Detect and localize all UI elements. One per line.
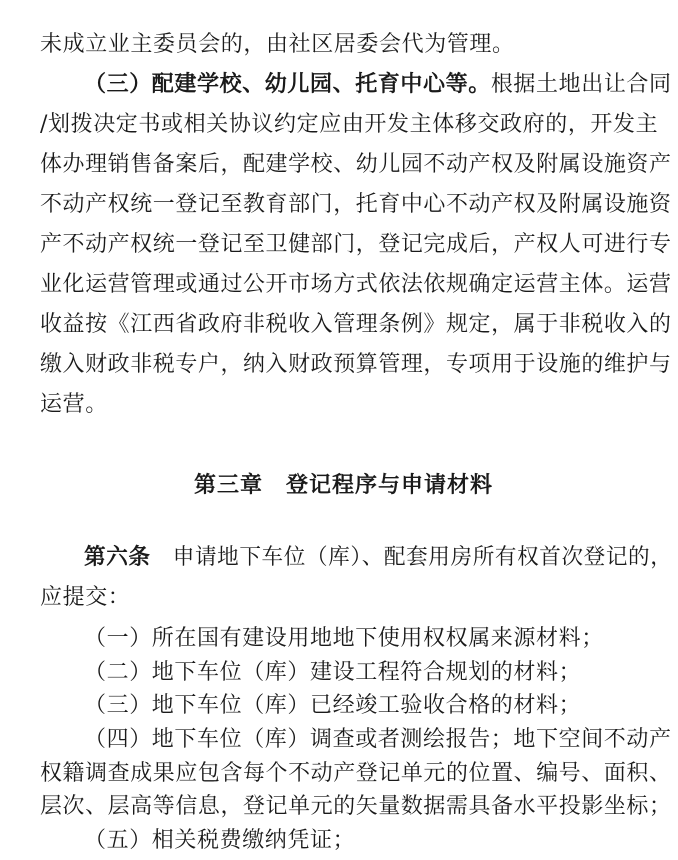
list-item-continuation: 层次、层高等信息，登记单元的矢量数据需具备水平投影坐标； xyxy=(40,794,672,819)
text-line: 未成立业主委员会的，由社区居委会代为管理。 xyxy=(40,32,515,57)
chapter-title: 第三章 登记程序与申请材料 xyxy=(194,473,494,498)
article-label: 第六条 xyxy=(84,545,151,570)
text-line xyxy=(84,545,672,571)
text-line xyxy=(84,72,672,98)
text-line: 收益按《江西省政府非税收入管理条例》规定，属于非税收入的 xyxy=(40,312,672,337)
text-line: 业化运营管理或通过公开市场方式依法依规确定运营主体。运营 xyxy=(40,272,672,297)
text-segment: 申请地下车位（库）、配套用房所有权首次登记的， xyxy=(150,545,673,570)
text-line: 运营。 xyxy=(40,392,108,417)
section-heading: （三）配建学校、幼儿园、托育中心等。 xyxy=(84,72,491,97)
text-line: 体办理销售备案后，配建学校、幼儿园不动产权及附属设施资产 xyxy=(40,152,672,177)
list-item: （四）地下车位（库）调查或者测绘报告；地下空间不动产 xyxy=(84,727,672,752)
text-line: 产不动产权统一登记至卫健部门，登记完成后，产权人可进行专 xyxy=(40,232,672,257)
list-item-continuation: 权籍调查成果应包含每个不动产登记单元的位置、编号、面积、 xyxy=(40,761,672,786)
text-line: 缴入财政非税专户，纳入财政预算管理，专项用于设施的维护与 xyxy=(40,352,672,377)
list-item: （五）相关税费缴纳凭证； xyxy=(84,828,356,853)
list-item: （二）地下车位（库）建设工程符合规划的材料； xyxy=(84,660,582,685)
list-item: （一）所在国有建设用地地下使用权权属来源材料； xyxy=(84,626,604,651)
list-item: （三）地下车位（库）已经竣工验收合格的材料； xyxy=(84,693,582,718)
text-line: /划拨决定书或相关协议约定应由开发主体移交政府的，开发主 xyxy=(40,112,659,137)
text-line: 不动产权统一登记至教育部门，托育中心不动产权及附属设施资 xyxy=(40,192,672,217)
text-line: 应提交： xyxy=(40,585,131,610)
text-segment: 根据土地出让合同 xyxy=(490,72,672,97)
